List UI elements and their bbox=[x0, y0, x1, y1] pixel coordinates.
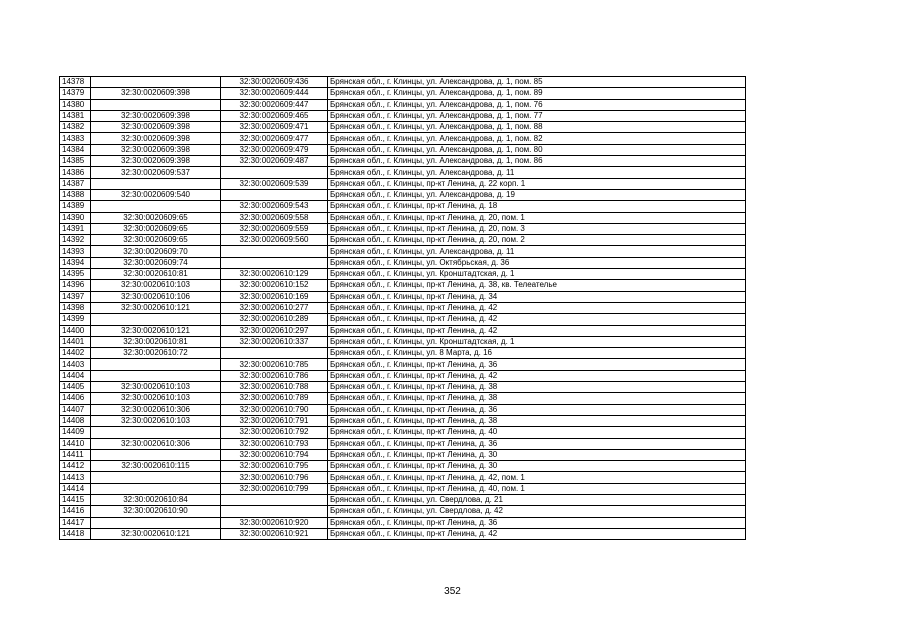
parcel-cadastral-number-cell bbox=[91, 483, 221, 494]
object-cadastral-number-cell: 32:30:0020609:558 bbox=[221, 212, 328, 223]
parcel-cadastral-number-cell bbox=[91, 517, 221, 528]
object-cadastral-number-cell bbox=[221, 348, 328, 359]
address-cell: Брянская обл., г. Клинцы, ул. Александрова, д. 1, пом. 89 bbox=[328, 88, 746, 99]
address-cell: Брянская обл., г. Клинцы, ул. Свердлова, д. 42 bbox=[328, 506, 746, 517]
row-number-cell: 14399 bbox=[60, 314, 91, 325]
table-row bbox=[60, 223, 746, 234]
object-cadastral-number-cell bbox=[221, 167, 328, 178]
row-number-cell: 14409 bbox=[60, 427, 91, 438]
object-cadastral-number-cell: 32:30:0020609:471 bbox=[221, 122, 328, 133]
table-row bbox=[60, 449, 746, 460]
row-number-cell: 14395 bbox=[60, 269, 91, 280]
table-row bbox=[60, 156, 746, 167]
row-number-cell: 14398 bbox=[60, 302, 91, 313]
table-row bbox=[60, 201, 746, 212]
address-cell: Брянская обл., г. Клинцы, пр-кт Ленина, д. 42 bbox=[328, 302, 746, 313]
address-cell: Брянская обл., г. Клинцы, пр-кт Ленина, д. 40, пом. 1 bbox=[328, 483, 746, 494]
object-cadastral-number-cell: 32:30:0020610:786 bbox=[221, 370, 328, 381]
table-row bbox=[60, 167, 746, 178]
table-row bbox=[60, 359, 746, 370]
parcel-cadastral-number-cell: 32:30:0020610:90 bbox=[91, 506, 221, 517]
address-cell: Брянская обл., г. Клинцы, пр-кт Ленина, д. 20, пом. 3 bbox=[328, 223, 746, 234]
object-cadastral-number-cell: 32:30:0020610:799 bbox=[221, 483, 328, 494]
parcel-cadastral-number-cell bbox=[91, 77, 221, 88]
table-row bbox=[60, 246, 746, 257]
row-number-cell: 14415 bbox=[60, 494, 91, 505]
row-number-cell: 14382 bbox=[60, 122, 91, 133]
object-cadastral-number-cell: 32:30:0020609:543 bbox=[221, 201, 328, 212]
address-cell: Брянская обл., г. Клинцы, пр-кт Ленина, д. 42 bbox=[328, 528, 746, 539]
row-number-cell: 14406 bbox=[60, 393, 91, 404]
parcel-cadastral-number-cell: 32:30:0020609:65 bbox=[91, 212, 221, 223]
row-number-cell: 14410 bbox=[60, 438, 91, 449]
object-cadastral-number-cell: 32:30:0020610:152 bbox=[221, 280, 328, 291]
row-number-cell: 14378 bbox=[60, 77, 91, 88]
table-row bbox=[60, 325, 746, 336]
address-cell: Брянская обл., г. Клинцы, ул. Александрова, д. 19 bbox=[328, 189, 746, 200]
row-number-cell: 14388 bbox=[60, 189, 91, 200]
row-number-cell: 14412 bbox=[60, 461, 91, 472]
parcel-cadastral-number-cell: 32:30:0020610:121 bbox=[91, 528, 221, 539]
row-number-cell: 14414 bbox=[60, 483, 91, 494]
row-number-cell: 14408 bbox=[60, 415, 91, 426]
object-cadastral-number-cell: 32:30:0020610:794 bbox=[221, 449, 328, 460]
address-cell: Брянская обл., г. Клинцы, пр-кт Ленина, д. 36 bbox=[328, 517, 746, 528]
table-row bbox=[60, 472, 746, 483]
parcel-cadastral-number-cell: 32:30:0020609:65 bbox=[91, 223, 221, 234]
table-row bbox=[60, 77, 746, 88]
address-cell: Брянская обл., г. Клинцы, пр-кт Ленина, д. 40 bbox=[328, 427, 746, 438]
row-number-cell: 14397 bbox=[60, 291, 91, 302]
parcel-cadastral-number-cell: 32:30:0020610:306 bbox=[91, 404, 221, 415]
parcel-cadastral-number-cell bbox=[91, 178, 221, 189]
table-row bbox=[60, 144, 746, 155]
table-row bbox=[60, 506, 746, 517]
address-cell: Брянская обл., г. Клинцы, ул. Александрова, д. 11 bbox=[328, 246, 746, 257]
row-number-cell: 14404 bbox=[60, 370, 91, 381]
object-cadastral-number-cell: 32:30:0020610:297 bbox=[221, 325, 328, 336]
table-row bbox=[60, 370, 746, 381]
address-cell: Брянская обл., г. Клинцы, ул. Кронштадтская, д. 1 bbox=[328, 336, 746, 347]
parcel-cadastral-number-cell: 32:30:0020609:398 bbox=[91, 88, 221, 99]
table-row bbox=[60, 404, 746, 415]
row-number-cell: 14392 bbox=[60, 235, 91, 246]
address-cell: Брянская обл., г. Клинцы, пр-кт Ленина, д. 42 bbox=[328, 370, 746, 381]
table-row bbox=[60, 382, 746, 393]
parcel-cadastral-number-cell bbox=[91, 449, 221, 460]
object-cadastral-number-cell: 32:30:0020610:793 bbox=[221, 438, 328, 449]
address-cell: Брянская обл., г. Клинцы, пр-кт Ленина, д. 30 bbox=[328, 449, 746, 460]
parcel-cadastral-number-cell: 32:30:0020610:121 bbox=[91, 302, 221, 313]
row-number-cell: 14413 bbox=[60, 472, 91, 483]
address-cell: Брянская обл., г. Клинцы, пр-кт Ленина, д. 38 bbox=[328, 393, 746, 404]
table-row bbox=[60, 280, 746, 291]
parcel-cadastral-number-cell: 32:30:0020610:103 bbox=[91, 280, 221, 291]
address-cell: Брянская обл., г. Клинцы, ул. Октябрьская, д. 36 bbox=[328, 257, 746, 268]
object-cadastral-number-cell: 32:30:0020610:792 bbox=[221, 427, 328, 438]
row-number-cell: 14418 bbox=[60, 528, 91, 539]
object-cadastral-number-cell bbox=[221, 246, 328, 257]
parcel-cadastral-number-cell: 32:30:0020609:398 bbox=[91, 110, 221, 121]
parcel-cadastral-number-cell: 32:30:0020610:72 bbox=[91, 348, 221, 359]
object-cadastral-number-cell bbox=[221, 494, 328, 505]
table-row bbox=[60, 99, 746, 110]
parcel-cadastral-number-cell: 32:30:0020610:84 bbox=[91, 494, 221, 505]
object-cadastral-number-cell: 32:30:0020609:436 bbox=[221, 77, 328, 88]
row-number-cell: 14403 bbox=[60, 359, 91, 370]
parcel-cadastral-number-cell: 32:30:0020609:398 bbox=[91, 122, 221, 133]
row-number-cell: 14402 bbox=[60, 348, 91, 359]
row-number-cell: 14387 bbox=[60, 178, 91, 189]
parcel-cadastral-number-cell: 32:30:0020609:537 bbox=[91, 167, 221, 178]
object-cadastral-number-cell: 32:30:0020609:559 bbox=[221, 223, 328, 234]
table-row bbox=[60, 483, 746, 494]
row-number-cell: 14417 bbox=[60, 517, 91, 528]
table-row bbox=[60, 302, 746, 313]
row-number-cell: 14380 bbox=[60, 99, 91, 110]
parcel-cadastral-number-cell: 32:30:0020610:306 bbox=[91, 438, 221, 449]
table-row bbox=[60, 494, 746, 505]
address-cell: Брянская обл., г. Клинцы, пр-кт Ленина, д. 22 корп. 1 bbox=[328, 178, 746, 189]
table-row bbox=[60, 189, 746, 200]
address-cell: Брянская обл., г. Клинцы, ул. 8 Марта, д. 16 bbox=[328, 348, 746, 359]
object-cadastral-number-cell: 32:30:0020610:790 bbox=[221, 404, 328, 415]
table-row bbox=[60, 122, 746, 133]
table-row bbox=[60, 212, 746, 223]
table-row bbox=[60, 528, 746, 539]
parcel-cadastral-number-cell: 32:30:0020610:81 bbox=[91, 336, 221, 347]
object-cadastral-number-cell bbox=[221, 189, 328, 200]
address-cell: Брянская обл., г. Клинцы, ул. Александрова, д. 11 bbox=[328, 167, 746, 178]
parcel-cadastral-number-cell bbox=[91, 99, 221, 110]
object-cadastral-number-cell: 32:30:0020610:129 bbox=[221, 269, 328, 280]
row-number-cell: 14400 bbox=[60, 325, 91, 336]
table-row bbox=[60, 427, 746, 438]
address-cell: Брянская обл., г. Клинцы, ул. Кронштадтская, д. 1 bbox=[328, 269, 746, 280]
address-cell: Брянская обл., г. Клинцы, пр-кт Ленина, д. 38 bbox=[328, 382, 746, 393]
parcel-cadastral-number-cell: 32:30:0020610:81 bbox=[91, 269, 221, 280]
row-number-cell: 14379 bbox=[60, 88, 91, 99]
address-cell: Брянская обл., г. Клинцы, пр-кт Ленина, д. 42 bbox=[328, 314, 746, 325]
parcel-cadastral-number-cell: 32:30:0020609:65 bbox=[91, 235, 221, 246]
row-number-cell: 14385 bbox=[60, 156, 91, 167]
table-row bbox=[60, 393, 746, 404]
address-cell: Брянская обл., г. Клинцы, пр-кт Ленина, д. 42 bbox=[328, 325, 746, 336]
object-cadastral-number-cell: 32:30:0020609:477 bbox=[221, 133, 328, 144]
table-row bbox=[60, 133, 746, 144]
parcel-cadastral-number-cell: 32:30:0020609:398 bbox=[91, 156, 221, 167]
row-number-cell: 14386 bbox=[60, 167, 91, 178]
table-row bbox=[60, 517, 746, 528]
row-number-cell: 14391 bbox=[60, 223, 91, 234]
parcel-cadastral-number-cell: 32:30:0020609:398 bbox=[91, 144, 221, 155]
parcel-cadastral-number-cell: 32:30:0020609:70 bbox=[91, 246, 221, 257]
parcel-cadastral-number-cell: 32:30:0020610:121 bbox=[91, 325, 221, 336]
row-number-cell: 14396 bbox=[60, 280, 91, 291]
table-row bbox=[60, 235, 746, 246]
address-cell: Брянская обл., г. Клинцы, ул. Свердлова, д. 21 bbox=[328, 494, 746, 505]
row-number-cell: 14407 bbox=[60, 404, 91, 415]
object-cadastral-number-cell: 32:30:0020610:289 bbox=[221, 314, 328, 325]
object-cadastral-number-cell: 32:30:0020610:921 bbox=[221, 528, 328, 539]
address-cell: Брянская обл., г. Клинцы, пр-кт Ленина, д. 36 bbox=[328, 404, 746, 415]
object-cadastral-number-cell: 32:30:0020610:169 bbox=[221, 291, 328, 302]
parcel-cadastral-number-cell: 32:30:0020610:106 bbox=[91, 291, 221, 302]
object-cadastral-number-cell: 32:30:0020609:447 bbox=[221, 99, 328, 110]
cadastral-table bbox=[59, 76, 746, 540]
object-cadastral-number-cell: 32:30:0020610:788 bbox=[221, 382, 328, 393]
parcel-cadastral-number-cell bbox=[91, 201, 221, 212]
address-cell: Брянская обл., г. Клинцы, пр-кт Ленина, д. 38, кв. Телеателье bbox=[328, 280, 746, 291]
object-cadastral-number-cell: 32:30:0020609:479 bbox=[221, 144, 328, 155]
parcel-cadastral-number-cell bbox=[91, 314, 221, 325]
table-row bbox=[60, 348, 746, 359]
table-row bbox=[60, 257, 746, 268]
address-cell: Брянская обл., г. Клинцы, пр-кт Ленина, д. 18 bbox=[328, 201, 746, 212]
address-cell: Брянская обл., г. Клинцы, пр-кт Ленина, д. 30 bbox=[328, 461, 746, 472]
table-row bbox=[60, 461, 746, 472]
object-cadastral-number-cell: 32:30:0020609:465 bbox=[221, 110, 328, 121]
address-cell: Брянская обл., г. Клинцы, ул. Александрова, д. 1, пом. 86 bbox=[328, 156, 746, 167]
object-cadastral-number-cell: 32:30:0020609:539 bbox=[221, 178, 328, 189]
table-row bbox=[60, 291, 746, 302]
object-cadastral-number-cell: 32:30:0020610:791 bbox=[221, 415, 328, 426]
object-cadastral-number-cell: 32:30:0020609:487 bbox=[221, 156, 328, 167]
address-cell: Брянская обл., г. Клинцы, ул. Александрова, д. 1, пом. 88 bbox=[328, 122, 746, 133]
row-number-cell: 14411 bbox=[60, 449, 91, 460]
row-number-cell: 14383 bbox=[60, 133, 91, 144]
parcel-cadastral-number-cell: 32:30:0020610:103 bbox=[91, 393, 221, 404]
table-row bbox=[60, 269, 746, 280]
row-number-cell: 14416 bbox=[60, 506, 91, 517]
object-cadastral-number-cell: 32:30:0020610:277 bbox=[221, 302, 328, 313]
table-row bbox=[60, 88, 746, 99]
parcel-cadastral-number-cell bbox=[91, 359, 221, 370]
object-cadastral-number-cell: 32:30:0020610:796 bbox=[221, 472, 328, 483]
address-cell: Брянская обл., г. Клинцы, ул. Александрова, д. 1, пом. 82 bbox=[328, 133, 746, 144]
parcel-cadastral-number-cell: 32:30:0020610:115 bbox=[91, 461, 221, 472]
row-number-cell: 14381 bbox=[60, 110, 91, 121]
page-number: 352 bbox=[444, 586, 461, 597]
object-cadastral-number-cell: 32:30:0020609:560 bbox=[221, 235, 328, 246]
cadastral-table-body bbox=[60, 77, 746, 540]
table-row bbox=[60, 336, 746, 347]
object-cadastral-number-cell: 32:30:0020610:337 bbox=[221, 336, 328, 347]
object-cadastral-number-cell bbox=[221, 506, 328, 517]
table-row bbox=[60, 314, 746, 325]
table-row bbox=[60, 178, 746, 189]
row-number-cell: 14401 bbox=[60, 336, 91, 347]
address-cell: Брянская обл., г. Клинцы, ул. Александрова, д. 1, пом. 80 bbox=[328, 144, 746, 155]
row-number-cell: 14394 bbox=[60, 257, 91, 268]
row-number-cell: 14405 bbox=[60, 382, 91, 393]
address-cell: Брянская обл., г. Клинцы, пр-кт Ленина, д. 20, пом. 2 bbox=[328, 235, 746, 246]
address-cell: Брянская обл., г. Клинцы, ул. Александрова, д. 1, пом. 77 bbox=[328, 110, 746, 121]
row-number-cell: 14389 bbox=[60, 201, 91, 212]
parcel-cadastral-number-cell: 32:30:0020609:540 bbox=[91, 189, 221, 200]
parcel-cadastral-number-cell bbox=[91, 472, 221, 483]
table-row bbox=[60, 438, 746, 449]
address-cell: Брянская обл., г. Клинцы, пр-кт Ленина, д. 36 bbox=[328, 359, 746, 370]
row-number-cell: 14393 bbox=[60, 246, 91, 257]
parcel-cadastral-number-cell: 32:30:0020609:398 bbox=[91, 133, 221, 144]
object-cadastral-number-cell: 32:30:0020610:920 bbox=[221, 517, 328, 528]
parcel-cadastral-number-cell bbox=[91, 370, 221, 381]
parcel-cadastral-number-cell: 32:30:0020609:74 bbox=[91, 257, 221, 268]
object-cadastral-number-cell: 32:30:0020609:444 bbox=[221, 88, 328, 99]
address-cell: Брянская обл., г. Клинцы, пр-кт Ленина, д. 38 bbox=[328, 415, 746, 426]
address-cell: Брянская обл., г. Клинцы, пр-кт Ленина, д. 42, пом. 1 bbox=[328, 472, 746, 483]
object-cadastral-number-cell: 32:30:0020610:795 bbox=[221, 461, 328, 472]
address-cell: Брянская обл., г. Клинцы, ул. Александрова, д. 1, пом. 76 bbox=[328, 99, 746, 110]
parcel-cadastral-number-cell: 32:30:0020610:103 bbox=[91, 382, 221, 393]
object-cadastral-number-cell: 32:30:0020610:789 bbox=[221, 393, 328, 404]
object-cadastral-number-cell: 32:30:0020610:785 bbox=[221, 359, 328, 370]
row-number-cell: 14384 bbox=[60, 144, 91, 155]
table-row bbox=[60, 415, 746, 426]
address-cell: Брянская обл., г. Клинцы, ул. Александрова, д. 1, пом. 85 bbox=[328, 77, 746, 88]
parcel-cadastral-number-cell bbox=[91, 427, 221, 438]
row-number-cell: 14390 bbox=[60, 212, 91, 223]
address-cell: Брянская обл., г. Клинцы, пр-кт Ленина, д. 20, пом. 1 bbox=[328, 212, 746, 223]
parcel-cadastral-number-cell: 32:30:0020610:103 bbox=[91, 415, 221, 426]
table-row bbox=[60, 110, 746, 121]
object-cadastral-number-cell bbox=[221, 257, 328, 268]
address-cell: Брянская обл., г. Клинцы, пр-кт Ленина, д. 36 bbox=[328, 438, 746, 449]
address-cell: Брянская обл., г. Клинцы, пр-кт Ленина, д. 34 bbox=[328, 291, 746, 302]
